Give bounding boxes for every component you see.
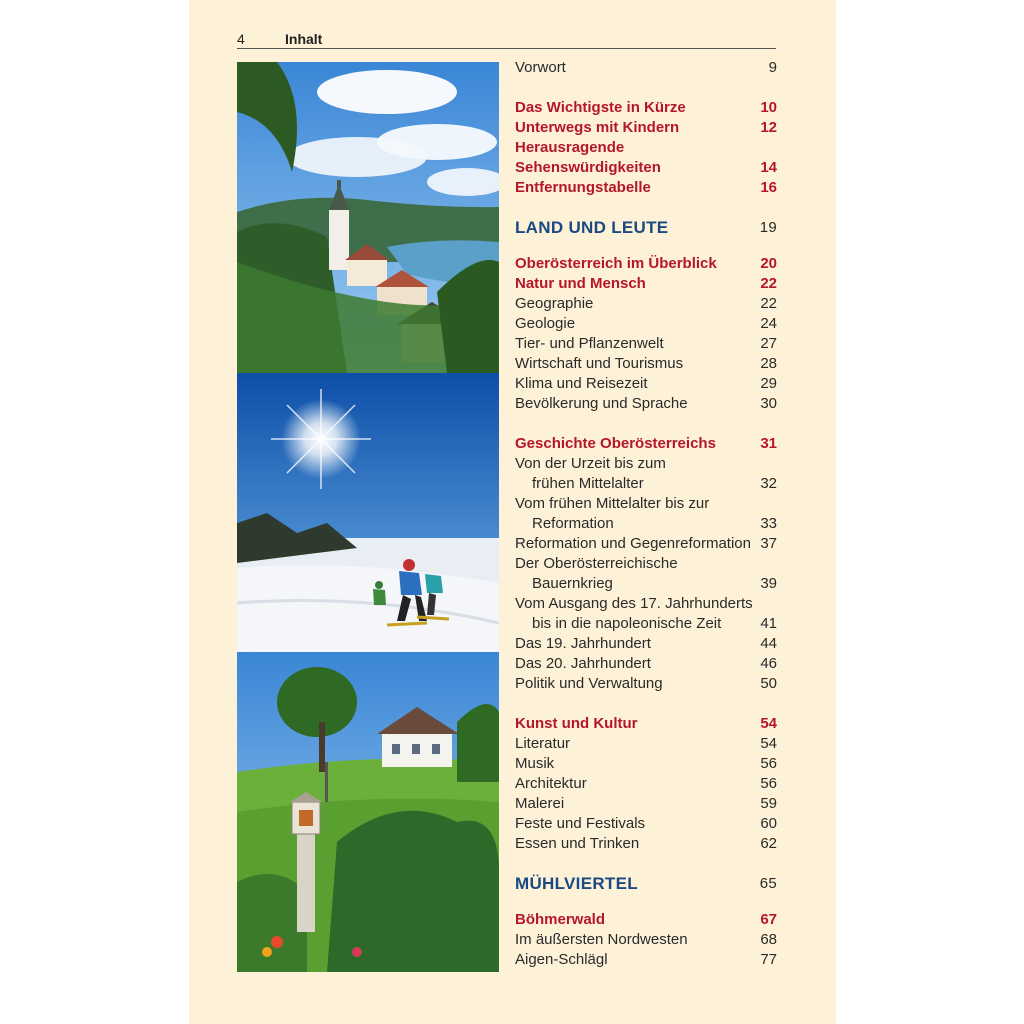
toc-entry-wirtschaft-und-tourismus[interactable] xyxy=(515,354,777,374)
table-of-contents xyxy=(515,58,777,970)
toc-entry-malerei[interactable] xyxy=(515,794,777,814)
toc-entry-aigen-schlaegl[interactable] xyxy=(515,950,777,970)
toc-page-number: 60 xyxy=(760,815,777,832)
toc-label: Tier- und Pflanzenwelt xyxy=(515,335,664,352)
toc-label: Klima und Reisezeit xyxy=(515,375,648,392)
toc-page-number: 77 xyxy=(760,951,777,968)
toc-label: Das 20. Jahrhundert xyxy=(515,655,651,672)
toc-entry-politik-und-verwaltung[interactable] xyxy=(515,674,777,694)
toc-label: Wirtschaft und Tourismus xyxy=(515,355,684,372)
toc-entry-unterwegs-mit-kindern[interactable] xyxy=(515,118,777,138)
meadow-wayside-shrine-farmhouse-photo xyxy=(237,652,499,972)
toc-label: Bevölkerung und Sprache xyxy=(515,395,688,412)
toc-page-number: 56 xyxy=(760,755,777,772)
toc-label: Literatur xyxy=(515,735,571,752)
toc-entry-herausragende[interactable] xyxy=(515,138,777,158)
toc-page-number: 33 xyxy=(760,515,777,532)
toc-entry-bauernkrieg[interactable] xyxy=(515,574,777,594)
toc-page-number: 68 xyxy=(760,931,777,948)
toc-label: Reformation xyxy=(532,515,614,532)
page-title: Inhalt xyxy=(285,31,323,47)
toc-entry-19-jahrhundert[interactable] xyxy=(515,634,777,654)
toc-label: Feste und Festivals xyxy=(515,815,646,832)
toc-section-muehlviertel[interactable] xyxy=(515,871,777,897)
toc-label: Kunst und Kultur xyxy=(515,715,638,732)
toc-page-number: 22 xyxy=(760,295,777,312)
toc-entry-aeusserster-nordwesten[interactable] xyxy=(515,930,777,950)
toc-page-number: 29 xyxy=(760,375,777,392)
toc-label: Das 19. Jahrhundert xyxy=(515,635,651,652)
toc-label: Das Wichtigste in Kürze xyxy=(515,99,686,116)
toc-entry-urzeit[interactable] xyxy=(515,454,777,474)
toc-entry-bevoelkerung-und-sprache[interactable] xyxy=(515,394,777,414)
toc-page-number: 39 xyxy=(760,575,777,592)
toc-entry-20-jahrhundert[interactable] xyxy=(515,654,777,674)
toc-entry-architektur[interactable] xyxy=(515,774,777,794)
toc-page-number: 27 xyxy=(760,335,777,352)
toc-page-number: 62 xyxy=(760,835,777,852)
toc-label: Vorwort xyxy=(515,59,566,76)
page-number: 4 xyxy=(237,31,245,47)
toc-page-number: 28 xyxy=(760,355,777,372)
toc-page-number: 56 xyxy=(760,775,777,792)
toc-page-number: 14 xyxy=(760,159,777,176)
toc-label: Vom frühen Mittelalter bis zur xyxy=(515,495,710,512)
toc-section-label: MÜHLVIERTEL xyxy=(515,874,638,893)
danube-village-church-photo xyxy=(237,62,499,373)
toc-entry-tier-und-pflanzenwelt[interactable] xyxy=(515,334,777,354)
toc-entry-gegenreformation[interactable] xyxy=(515,534,777,554)
toc-label: Politik und Verwaltung xyxy=(515,675,663,692)
toc-entry-entfernungstabelle[interactable] xyxy=(515,178,777,198)
toc-page-number: 46 xyxy=(760,655,777,672)
toc-page-number: 54 xyxy=(760,735,777,752)
toc-entry-literatur[interactable] xyxy=(515,734,777,754)
toc-page-number: 22 xyxy=(760,275,777,292)
toc-section-land-und-leute[interactable] xyxy=(515,215,777,241)
toc-entry-sehenswuerdigkeiten[interactable] xyxy=(515,158,777,178)
toc-entry-feste-und-festivals[interactable] xyxy=(515,814,777,834)
toc-label: Von der Urzeit bis zum xyxy=(515,455,666,472)
toc-page-number: 30 xyxy=(760,395,777,412)
toc-entry-geschichte[interactable] xyxy=(515,434,777,454)
toc-entry-ausgang-17-jh[interactable] xyxy=(515,594,777,614)
toc-label: Vom Ausgang des 17. Jahrhunderts xyxy=(515,595,753,612)
toc-page-number: 44 xyxy=(760,635,777,652)
toc-label: Böhmerwald xyxy=(515,911,606,928)
toc-label: Geologie xyxy=(515,315,576,332)
toc-label: frühen Mittelalter xyxy=(532,475,644,492)
toc-entry-geologie[interactable] xyxy=(515,314,777,334)
toc-entry-vorwort[interactable] xyxy=(515,58,777,78)
toc-page-number: 19 xyxy=(759,219,777,236)
toc-label: Geographie xyxy=(515,295,594,312)
toc-page-number: 31 xyxy=(760,435,777,452)
toc-label: bis in die napoleonische Zeit xyxy=(532,615,722,632)
toc-label: Malerei xyxy=(515,795,565,812)
toc-page-number: 24 xyxy=(760,315,777,332)
toc-entry-klima-und-reisezeit[interactable] xyxy=(515,374,777,394)
toc-entry-boehmerwald[interactable] xyxy=(515,910,777,930)
toc-entry-geographie[interactable] xyxy=(515,294,777,314)
toc-label: Natur und Mensch xyxy=(515,275,646,292)
toc-page-number: 50 xyxy=(760,675,777,692)
toc-label: Sehenswürdigkeiten xyxy=(515,159,661,176)
toc-page-number: 12 xyxy=(760,119,777,136)
toc-entry-reformation[interactable] xyxy=(515,514,777,534)
toc-page-number: 41 xyxy=(760,615,777,632)
toc-section-label: LAND UND LEUTE xyxy=(515,218,669,237)
toc-label: Reformation und Gegenreformation xyxy=(515,535,751,552)
toc-label: Oberösterreich im Überblick xyxy=(515,255,717,272)
toc-entry-essen-und-trinken[interactable] xyxy=(515,834,777,854)
toc-page-number: 16 xyxy=(760,179,777,196)
toc-label: Essen und Trinken xyxy=(515,835,640,852)
toc-label: Bauernkrieg xyxy=(532,575,613,592)
page-header xyxy=(237,30,776,49)
toc-label: Der Oberösterreichische xyxy=(515,555,678,572)
toc-page-number: 65 xyxy=(759,875,777,892)
toc-entry-kunst-und-kultur[interactable] xyxy=(515,714,777,734)
toc-label: Entfernungstabelle xyxy=(515,179,651,196)
toc-label: Architektur xyxy=(515,775,587,792)
toc-entry-oberoesterreichische[interactable] xyxy=(515,554,777,574)
toc-entry-napoleonische-zeit[interactable] xyxy=(515,614,777,634)
toc-page-number: 54 xyxy=(760,715,777,732)
toc-label: Unterwegs mit Kindern xyxy=(515,119,680,136)
toc-label: Musik xyxy=(515,755,555,772)
toc-entry-natur-und-mensch[interactable] xyxy=(515,274,777,294)
toc-entry-musik[interactable] xyxy=(515,754,777,774)
toc-page-number: 59 xyxy=(760,795,777,812)
toc-entry-oberoesterreich-im-ueberblick[interactable] xyxy=(515,254,777,274)
toc-page-number: 67 xyxy=(760,911,777,928)
skiers-in-snow-sunshine-photo xyxy=(237,373,499,652)
toc-entry-fruehes-mittelalter[interactable] xyxy=(515,474,777,494)
toc-label: Im äußersten Nordwesten xyxy=(515,931,688,948)
toc-page-number: 20 xyxy=(760,255,777,272)
toc-page-number: 10 xyxy=(760,99,777,116)
toc-label: Geschichte Oberösterreichs xyxy=(515,435,716,452)
toc-entry-mittelalter-bis-reformation[interactable] xyxy=(515,494,777,514)
toc-page-number: 37 xyxy=(760,535,777,552)
toc-label: Aigen-Schlägl xyxy=(515,951,608,968)
toc-label: Herausragende xyxy=(515,139,625,156)
toc-page-number: 32 xyxy=(760,475,777,492)
toc-page-number: 9 xyxy=(768,59,777,76)
toc-entry-das-wichtigste[interactable] xyxy=(515,98,777,118)
